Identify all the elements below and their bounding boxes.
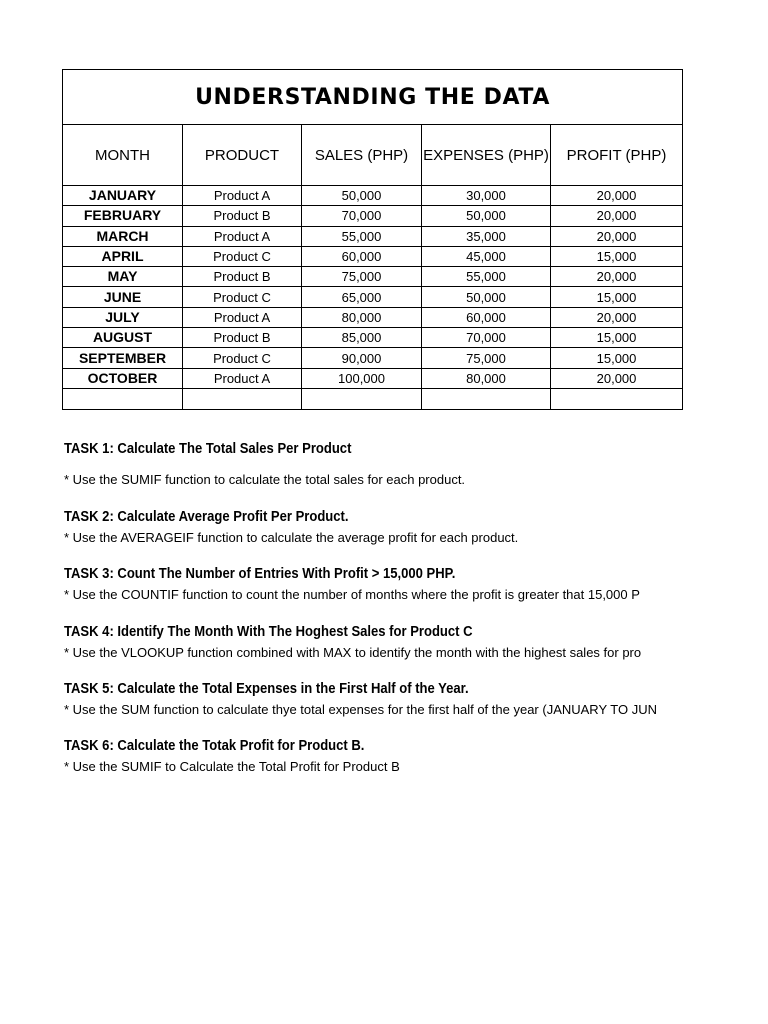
table-row [63,206,683,226]
table-row [63,186,683,206]
profit-cell: 20,000 [551,368,683,388]
profit-cell: 15,000 [551,246,683,266]
sales-cell: 60,000 [302,246,422,266]
product-cell: Product C [183,287,302,307]
table-row [63,246,683,266]
task-title: TASK 3: Count The Number of Entries With Profit > 15,000 PHP. [64,566,456,582]
task-title: TASK 4: Identify The Month With The Hoghest Sales for Product C [64,624,473,640]
table-row [63,307,683,327]
table-row [63,267,683,287]
profit-cell: 20,000 [551,206,683,226]
product-cell: Product A [183,368,302,388]
month-cell: MARCH [63,226,183,246]
sales-cell: 85,000 [302,328,422,348]
expenses-cell: 80,000 [422,368,551,388]
expenses-cell: 30,000 [422,186,551,206]
expenses-cell: 55,000 [422,267,551,287]
month-cell: OCTOBER [63,368,183,388]
task-title: TASK 2: Calculate Average Profit Per Product. [64,509,349,525]
empty-cell [422,388,551,409]
product-cell: Product C [183,246,302,266]
task-description: * Use the COUNTIF function to count the number of months where the profit is greater that 15,000 P [64,587,640,602]
month-cell: JUNE [63,287,183,307]
data-table [62,69,683,410]
header-row [63,125,683,186]
column-header: PROFIT (PHP) [551,125,683,186]
column-header: MONTH [63,125,183,186]
product-cell: Product B [183,328,302,348]
empty-cell [183,388,302,409]
task-title: TASK 5: Calculate the Total Expenses in the First Half of the Year. [64,681,469,697]
product-cell: Product C [183,348,302,368]
profit-cell: 15,000 [551,348,683,368]
column-header: PRODUCT [183,125,302,186]
profit-cell: 20,000 [551,226,683,246]
product-cell: Product A [183,307,302,327]
month-cell: JULY [63,307,183,327]
task-description: * Use the SUM function to calculate thye total expenses for the first half of the year (JANUARY TO JUN [64,702,657,717]
table-row [63,368,683,388]
table-row [63,328,683,348]
sales-cell: 50,000 [302,186,422,206]
expenses-cell: 70,000 [422,328,551,348]
column-header: EXPENSES (PHP) [422,125,551,186]
month-cell: APRIL [63,246,183,266]
sales-cell: 100,000 [302,368,422,388]
expenses-cell: 50,000 [422,206,551,226]
profit-cell: 20,000 [551,267,683,287]
profit-cell: 20,000 [551,307,683,327]
expenses-cell: 50,000 [422,287,551,307]
task-description: * Use the SUMIF function to calculate the total sales for each product. [64,472,466,487]
empty-cell [63,388,183,409]
month-cell: MAY [63,267,183,287]
product-cell: Product B [183,206,302,226]
task-title: TASK 6: Calculate the Totak Profit for Product B. [64,738,365,754]
empty-cell [302,388,422,409]
month-cell: SEPTEMBER [63,348,183,368]
product-cell: Product A [183,226,302,246]
empty-cell [551,388,683,409]
sales-cell: 55,000 [302,226,422,246]
empty-row [63,388,683,409]
task-title: TASK 1: Calculate The Total Sales Per Product [64,441,352,457]
sales-cell: 75,000 [302,267,422,287]
profit-cell: 15,000 [551,328,683,348]
product-cell: Product B [183,267,302,287]
sales-cell: 80,000 [302,307,422,327]
expenses-cell: 45,000 [422,246,551,266]
sales-cell: 70,000 [302,206,422,226]
table-title: UNDERSTANDING THE DATA [63,70,683,125]
month-cell: FEBRUARY [63,206,183,226]
table-row [63,287,683,307]
expenses-cell: 60,000 [422,307,551,327]
expenses-cell: 35,000 [422,226,551,246]
sales-cell: 90,000 [302,348,422,368]
task-description: * Use the SUMIF to Calculate the Total Profit for Product B [64,759,400,774]
product-cell: Product A [183,186,302,206]
sales-cell: 65,000 [302,287,422,307]
profit-cell: 20,000 [551,186,683,206]
task-description: * Use the VLOOKUP function combined with MAX to identify the month with the highest sales for pro [64,645,642,660]
table-row [63,348,683,368]
column-header: SALES (PHP) [302,125,422,186]
month-cell: AUGUST [63,328,183,348]
month-cell: JANUARY [63,186,183,206]
profit-cell: 15,000 [551,287,683,307]
expenses-cell: 75,000 [422,348,551,368]
task-description: * Use the AVERAGEIF function to calculate the average profit for each product. [64,530,519,545]
table-row [63,226,683,246]
